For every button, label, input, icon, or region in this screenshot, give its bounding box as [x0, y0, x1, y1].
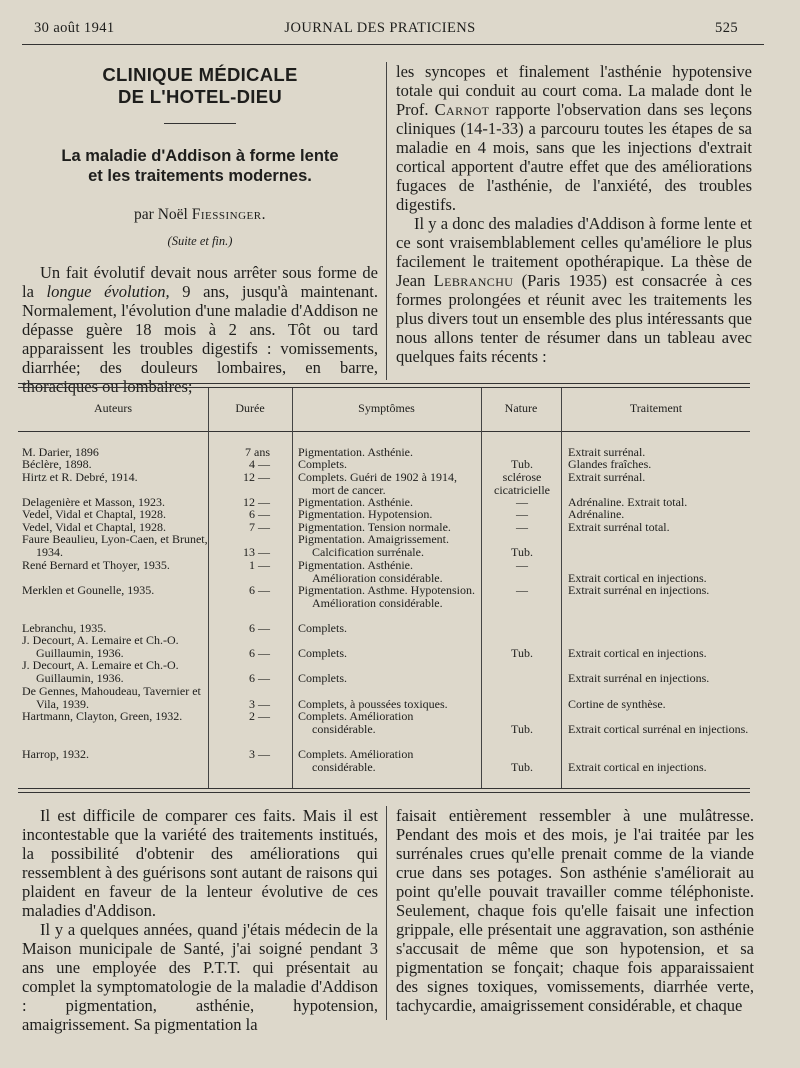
table-cell-auteur: Harrop, 1932. [22, 747, 89, 761]
duree-value: 6 — [249, 507, 270, 521]
table-cell-auteur: Delagenière et Masson, 1923. [22, 495, 165, 509]
table-cell-duree [212, 584, 292, 597]
intro-text-b: 9 ans, jusqu'à maintenant. Normalement, l'évolution d'une maladie d'Addison ne dépasse guère 18 mois à 2 ans. Tôt ou tard apparaissent les troubles digestifs : vomissements, diarrhée; des douleurs lombaires, en barre, thoraciques ou lombaires; [22, 282, 378, 396]
table-top-rule-2 [18, 387, 750, 388]
table-cell-symptomes: Pigmentation. Asthme. Hypotension. Amélioration considérable. [298, 583, 475, 610]
table-column-rule [561, 388, 562, 788]
duree-value: 12 — [243, 495, 270, 509]
table-cell-duree [212, 559, 292, 572]
upper-column-divider [386, 62, 387, 380]
section-divider [164, 123, 236, 124]
lower-left-paragraph-1: Il est difficile de comparer ces faits. Mais il est incontestable que la variété des traitements institués, la possibilité d'obtenir des améliorations qui ressemblent à des guérisons sont autant de raisons qui plaident en faveur de la lenteur évolutive de ces maladies d'Addison. [22, 806, 378, 920]
continued-note: (Suite et fin.) [167, 234, 233, 248]
intro-text-a: Un fait évolutif devait nous arrêter sous forme de la [22, 263, 378, 301]
table-cell-symptomes: Complets. [298, 457, 348, 471]
table-cell-auteur: Lebranchu, 1935. [22, 621, 107, 635]
table-cell-symptomes: Pigmentation. Asthénie. [298, 495, 413, 509]
table-header-traitement: Traitement [629, 401, 683, 415]
table-cell-duree [212, 672, 292, 685]
table-cell-duree [212, 748, 292, 761]
intro-paragraph [22, 263, 378, 396]
table-cell-auteur: Béclère, 1898. [22, 457, 92, 471]
upper-right-column [396, 62, 752, 366]
byline [22, 206, 378, 224]
table-cell-traitement: Extrait surrénal. [568, 470, 646, 484]
running-header [22, 18, 738, 40]
duree-value: 6 — [249, 583, 270, 597]
table-bottom-rule-2 [18, 792, 750, 793]
duree-value: 6 — [249, 646, 270, 660]
table-cell-symptomes: Complets. Amélioration considérable. [298, 747, 414, 774]
right-p2-text-a: Il y a donc des maladies d'Addison à forme lente et ce sont vraisemblablement celles qu'améliore le plus facilement le traitement opothérapique. La thèse de Jean [396, 214, 752, 290]
table-cell-symptomes: Complets, à poussées toxiques. [298, 697, 448, 711]
table-cell-traitement: Extrait surrénal. [568, 445, 646, 459]
table-cell-traitement: Extrait cortical en injections. [568, 571, 707, 585]
table-cell-nature: Tub. [511, 545, 533, 559]
table-header-auteurs: Auteurs [94, 401, 132, 415]
byline-by: par Noël [134, 206, 188, 223]
right-paragraph-1 [396, 62, 752, 214]
table-cell-auteur: J. Decourt, A. Lemaire et Ch.-O. Guillaumin, 1936. [22, 633, 179, 660]
table-cell-auteur: Hirtz et R. Debré, 1914. [22, 470, 138, 484]
table-cell-symptomes: Pigmentation. Asthénie. Amélioration considérable. [298, 558, 443, 585]
byline-author: Fiessinger. [191, 206, 266, 223]
table-cell-traitement: Extrait cortical en injections. [568, 646, 707, 660]
table-cell-traitement: Cortine de synthèse. [568, 697, 666, 711]
table-cell-symptomes: Complets. [298, 671, 348, 685]
table-cell-auteur: Faure Beaulieu, Lyon-Caen, et Brunet, 1934. [22, 532, 208, 559]
right-paragraph-2 [396, 214, 752, 366]
table-cell-auteur: Vedel, Vidal et Chaptal, 1928. [22, 507, 167, 521]
duree-value: 6 — [249, 671, 270, 685]
table-cell-auteur: J. Decourt, A. Lemaire et Ch.-O. Guillaumin, 1936. [22, 658, 179, 685]
section-heading-line1: CLINIQUE MÉDICALE [102, 64, 298, 85]
table-cell-auteur: René Bernard et Thoyer, 1935. [22, 558, 170, 572]
lower-left-column [22, 806, 378, 1034]
duree-value: 6 — [249, 621, 270, 635]
lower-right-paragraph: faisait entièrement ressembler à une mulâtresse. Pendant des mois et des mois, je l'ai traitée par les surrénales crues qu'elle prenait comme de la viande crue dans ses potages. Son asthénie s'améliorait au point qu'elle pouvait travailler comme téléphoniste. Seulement, chaque fois qu'elle faisait une infection grippale, elle présentait une aggravation, son asthénie s'accusait de même que son hypotension, et sa pigmentation se fonçait; chaque fois apparaissaient des signes toxiques, vomissements, diarrhée verte, tachycardie, amaigrissement considérable, et chaque [396, 806, 754, 1015]
header-journal-title: JOURNAL DES PRATICIENS [284, 20, 476, 36]
table-cell-duree [212, 647, 292, 660]
lower-right-column [396, 806, 754, 1015]
table-cell-nature: Tub. [511, 457, 533, 471]
duree-value: 3 — [249, 747, 270, 761]
table-cell-duree [212, 546, 292, 559]
table-cell-symptomes: Complets. [298, 621, 348, 635]
duree-value: 7 ans [245, 445, 270, 459]
table-cell-symptomes: Pigmentation. Amaigrissement. Calcification surrénale. [298, 532, 449, 559]
lower-left-paragraph-2: Il y a quelques années, quand j'étais médecin de la Maison municipale de Santé, j'ai soigné pendant 3 ans une employée des P.T.T. qui présentait au complet la symptomatologie de la maladie d'Addison : pigmentation, asthénie, hypotension, amaigrissement. Sa pigmentation la [22, 920, 378, 1034]
header-rule [22, 44, 764, 45]
table-cell-traitement: Adrénaline. Extrait total. [568, 495, 688, 509]
table-header-symptomes: Symptômes [358, 401, 415, 415]
table-cell-symptomes: Complets. Guéri de 1902 à 1914, mort de cancer. [298, 470, 457, 497]
table-cell-traitement: Extrait cortical en injections. [568, 760, 707, 774]
table-cell-auteur: M. Darier, 1896 [22, 445, 99, 459]
table-cell-symptomes: Complets. [298, 646, 348, 660]
table-cell-nature: — [516, 583, 528, 597]
table-cell-traitement: Glandes fraîches. [568, 457, 652, 471]
table-top-rule-1 [18, 383, 750, 384]
right-p2-lebranchu: Lebranchu [433, 271, 514, 290]
table-cell-traitement: Extrait cortical surrénal en injections. [568, 722, 749, 736]
table-cell-symptomes: Complets. Amélioration considérable. [298, 709, 414, 736]
header-date: 30 août 1941 [34, 20, 115, 36]
table-cell-auteur: De Gennes, Mahoudeau, Tavernier et Vila, 1939. [22, 684, 201, 711]
table-cell-duree [212, 458, 292, 471]
table-bottom-rule-1 [18, 788, 750, 789]
right-p1-text-b: rapporte l'observation dans ses leçons cliniques (14-1-33) a parcouru toutes les étapes de sa maladie en 4 mois, sans que les injections d'extrait cortical apportent d'autre effet que des améliorations fugaces de l'asthénie, de l'anxiété, des troubles digestifs. [396, 100, 752, 214]
table-cell-nature: — [516, 558, 528, 572]
table-header-nature: Nature [504, 401, 538, 415]
duree-value: 2 — [249, 709, 270, 723]
duree-value: 7 — [249, 520, 270, 534]
table-cell-auteur: Vedel, Vidal et Chaptal, 1928. [22, 520, 167, 534]
right-p1-text-a: les syncopes et finalement l'asthénie hypotensive totale qui conduit au court coma. La malade dont le Prof. [396, 62, 752, 119]
right-p1-carnot: Carnot [434, 100, 490, 119]
right-p2-text-b: (Paris 1935) est consacrée à ces formes prolongées et réunit avec les traitements les plus divers tout un ensemble des plus intéressants que nous allons tenter de résumer dans un tableau avec quelques faits récents : [396, 271, 752, 366]
table-column-rule [481, 388, 482, 788]
table-cell-auteur: Merklen et Gounelle, 1935. [22, 583, 155, 597]
duree-value: 3 — [249, 697, 270, 711]
duree-value: 1 — [249, 558, 270, 572]
table-cell-nature: Tub. [511, 646, 533, 660]
table-cell-traitement: Extrait surrénal total. [568, 520, 670, 534]
table-header-rule [18, 431, 750, 432]
table-cell-nature: sclérose cicatricielle [494, 470, 550, 497]
lower-column-divider [386, 806, 387, 1020]
upper-left-column [22, 56, 378, 396]
table-cell-duree [212, 521, 292, 534]
table-cell-nature: Tub. [511, 722, 533, 736]
article-title-line1: La maladie d'Addison à forme lente [61, 147, 339, 165]
table-cell-duree [212, 710, 292, 723]
table-cell-traitement: Adrénaline. [568, 507, 625, 521]
table-cell-duree [212, 508, 292, 521]
table-cell-traitement: Extrait surrénal en injections. [568, 671, 710, 685]
table-cell-symptomes: Pigmentation. Hypotension. [298, 507, 433, 521]
table-cell-auteur: Hartmann, Clayton, Green, 1932. [22, 709, 183, 723]
table-cell-nature: — [516, 507, 528, 521]
table-cell-nature: — [516, 495, 528, 509]
intro-emphasis: longue évolution, [46, 282, 170, 301]
table-cell-symptomes: Pigmentation. Tension normale. [298, 520, 451, 534]
table-cell-nature: — [516, 520, 528, 534]
table-header-duree: Durée [235, 401, 265, 415]
article-title-line2: et les traitements modernes. [88, 167, 312, 185]
table-cell-traitement: Extrait surrénal en injections. [568, 583, 710, 597]
duree-value: 4 — [249, 457, 270, 471]
duree-value: 13 — [243, 545, 270, 559]
table-column-rule [292, 388, 293, 788]
header-page-number: 525 [715, 20, 738, 36]
table-cell-duree [212, 622, 292, 635]
table-cell-symptomes: Pigmentation. Asthénie. [298, 445, 413, 459]
section-heading-line2: DE L'HOTEL-DIEU [117, 86, 283, 107]
table-cell-duree [212, 471, 292, 484]
duree-value: 12 — [243, 470, 270, 484]
table-cell-nature: Tub. [511, 760, 533, 774]
